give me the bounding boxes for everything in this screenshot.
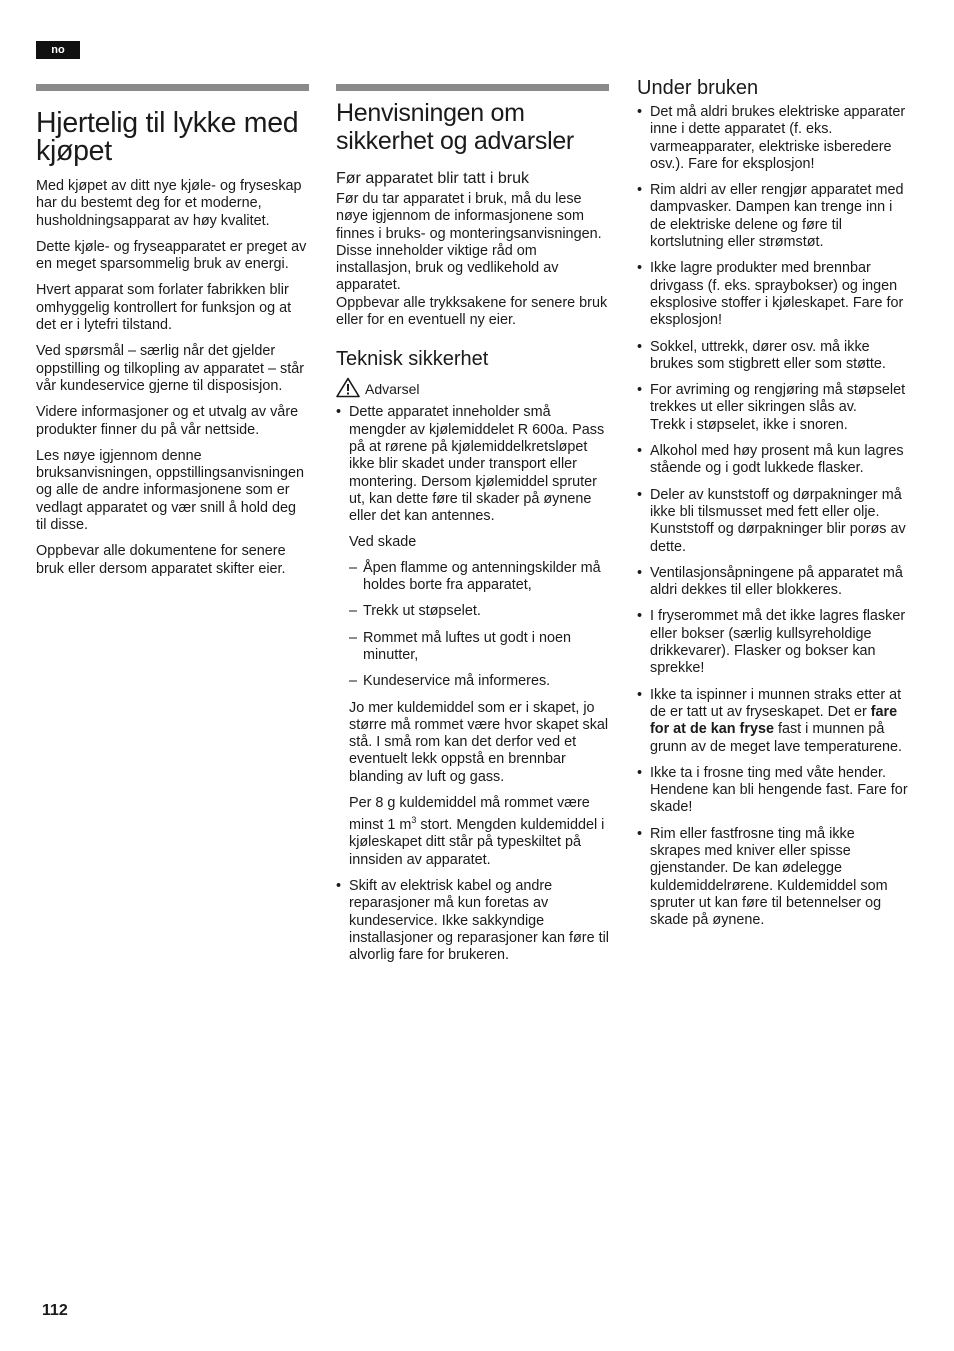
damage-heading: Ved skade [349, 534, 417, 551]
list-item: • Det må aldri brukes elektriske apparater inne i dette apparatet (f. eks. varmeapparater, elektriske isberedere osv.). Fare for eksplosjon! [637, 104, 909, 173]
technical-safety-list [336, 404, 609, 525]
before-use-text-2: Oppbevar alle trykksakene for senere bruk eller for en eventuell ny eier. [336, 294, 608, 329]
welcome-paragraph: Hvert apparat som forlater fabrikken blir omhyggelig kontrollert for funksjon og at det er i lytefri tilstand. [36, 282, 292, 334]
welcome-paragraph: Ved spørsmål – særlig når det gjelder oppstilling og tilkopling av apparatet – står vår kundeservice gjerne til disposisjon. [36, 343, 304, 394]
room-size-paragraph [349, 795, 609, 869]
list-item-text: For avriming og rengjøring må støpselet trekkes ut eller sikringen slås av. [650, 382, 906, 416]
safety-title: Henvisningen om sikkerhet og advarsler [336, 99, 574, 155]
damage-steps [349, 560, 609, 691]
before-use-heading: Før apparatet blir tatt i bruk [336, 170, 529, 187]
welcome-paragraph: Oppbevar alle dokumentene for senere bruk eller dersom apparatet skifter eier. [36, 543, 286, 577]
list-item: • Dette apparatet inneholder små mengder av kjølemiddelet R 600a. Pass på at rørene på kjølemiddelkretsløpet ikke blir skadet under transport eller montering. Dersom kjølemiddel spruter ut, kan dette føre til skader på øynene eller det kan antennes. [336, 404, 609, 525]
column-in-use [637, 77, 909, 938]
list-item [637, 687, 909, 756]
list-item: • Rim eller fastfrosne ting må ikke skrapes med kniver eller spisse gjenstander. De kan ødelegge kuldemiddelrørene. Kuldemiddel som spruter ut kan føre til betennelser og skade på øynene. [637, 826, 909, 930]
list-item: • Ikke lagre produkter med brennbar drivgass (f. eks. spraybokser) og ingen eksplosive stoffer i kjøleskapet. Fare for eksplosjon! [637, 260, 909, 329]
list-item: • Sokkel, uttrekk, dører osv. må ikke brukes som stigbrett eller som støtte. [637, 339, 909, 374]
list-item-text-extra: Trekk i støpselet, ikke i snoren. [650, 416, 848, 433]
warning-triangle-icon [336, 377, 360, 398]
list-item-text: Ikke ta ispinner i munnen straks etter at de er tatt ut av fryseskapet. Det er [650, 686, 902, 720]
welcome-paragraph: Les nøye igjennom denne bruksanvisningen, oppstillingsanvisningen og alle de andre informasjonene som er vedlagt apparatet og vær snill å hold deg til disse. [36, 447, 304, 534]
list-item: – Åpen flamme og antenningskilder må holdes borte fra apparatet, [349, 560, 609, 595]
room-size-text-b: stort. Mengden kuldemiddel i kjøleskapet ditt står på typeskiltet på innsiden av apparatet. [349, 817, 605, 868]
damage-block [336, 534, 609, 869]
list-item: – Rommet må luftes ut godt i noen minutter, [349, 630, 609, 665]
list-item: • Alkohol med høy prosent må kun lagres stående og i godt lukkede flasker. [637, 443, 909, 478]
page-number: 112 [42, 1302, 68, 1319]
list-item [637, 382, 909, 434]
welcome-paragraph: Med kjøpet av ditt nye kjøle- og fryseskap har du bestemt deg for et moderne, husholdningsapparat av høy kvalitet. [36, 178, 302, 229]
language-tag: no [36, 41, 80, 59]
refrigerant-paragraph: Jo mer kuldemiddel som er i skapet, jo større må rommet være hvor skapet skal stå. I små rom kan det derfor ved et eventuelt lekk oppstå en brennbar blanding av luft og gass. [349, 699, 609, 785]
column-welcome [36, 84, 309, 587]
technical-safety-heading: Teknisk sikkerhet [336, 348, 489, 371]
welcome-paragraph: Videre informasjoner og et utvalg av våre produkter finner du på vår nettside. [36, 404, 299, 438]
list-item: • I fryserommet må det ikke lagres flasker eller bokser (særlig kullsyreholdige drikkevarer). Flasker og bokser kan sprekke! [637, 608, 909, 677]
before-use-text: Før du tar apparatet i bruk, må du lese nøye igjennom de informasjonene som finnes i bruks- og monteringsanvisningen. Disse inneholder viktige råd om installasjon, bruk og vedlikehold av apparatet. [336, 191, 602, 294]
warning-text: Advarsel [365, 381, 420, 398]
technical-safety-list-2 [336, 878, 609, 964]
in-use-heading: Under bruken [637, 77, 759, 99]
welcome-paragraph: Dette kjøle- og fryseapparatet er preget av en meget sparsommelig bruk av energi. [36, 238, 307, 273]
list-item: • Rim aldri av eller rengjør apparatet med dampvasker. Dampen kan trenge inn i de elektriske delene og føre til kortslutning eller strømstøt. [637, 182, 909, 251]
list-item-text: fast i munnen på grunn av de meget lave temperaturene. [650, 721, 902, 755]
warning-label [336, 377, 609, 398]
room-size-sup: 3 [411, 815, 417, 826]
list-item: • Ventilasjonsåpningene på apparatet må aldri dekkes til eller blokkeres. [637, 565, 909, 600]
in-use-list [637, 104, 909, 929]
list-item: • Ikke ta i frosne ting med våte hender. Hendene kan bli hengende fast. Fare for skade! [637, 765, 909, 817]
section-rule [36, 84, 309, 91]
column-safety [336, 84, 609, 973]
list-item: • Deler av kunststoff og dørpakninger må ikke bli tilsmusset med fett eller olje. Kunststoff og dørpakninger blir porøs av dette. [637, 487, 909, 556]
list-item: • Skift av elektrisk kabel og andre reparasjoner må kun foretas av kundeservice. Ikke sakkyndige installasjoner og reparasjoner kan føre til alvorlig fare for brukeren. [336, 878, 609, 964]
section-rule [336, 84, 609, 91]
list-item: – Kundeservice må informeres. [349, 673, 609, 690]
list-item-emphasis: fare for at de kan fryse [650, 703, 898, 738]
room-size-text-a: Per 8 g kuldemiddel må rommet være minst 1 m [349, 795, 590, 834]
list-item: – Trekk ut støpselet. [349, 603, 609, 620]
welcome-title: Hjertelig til lykke med kjøpet [36, 107, 299, 167]
